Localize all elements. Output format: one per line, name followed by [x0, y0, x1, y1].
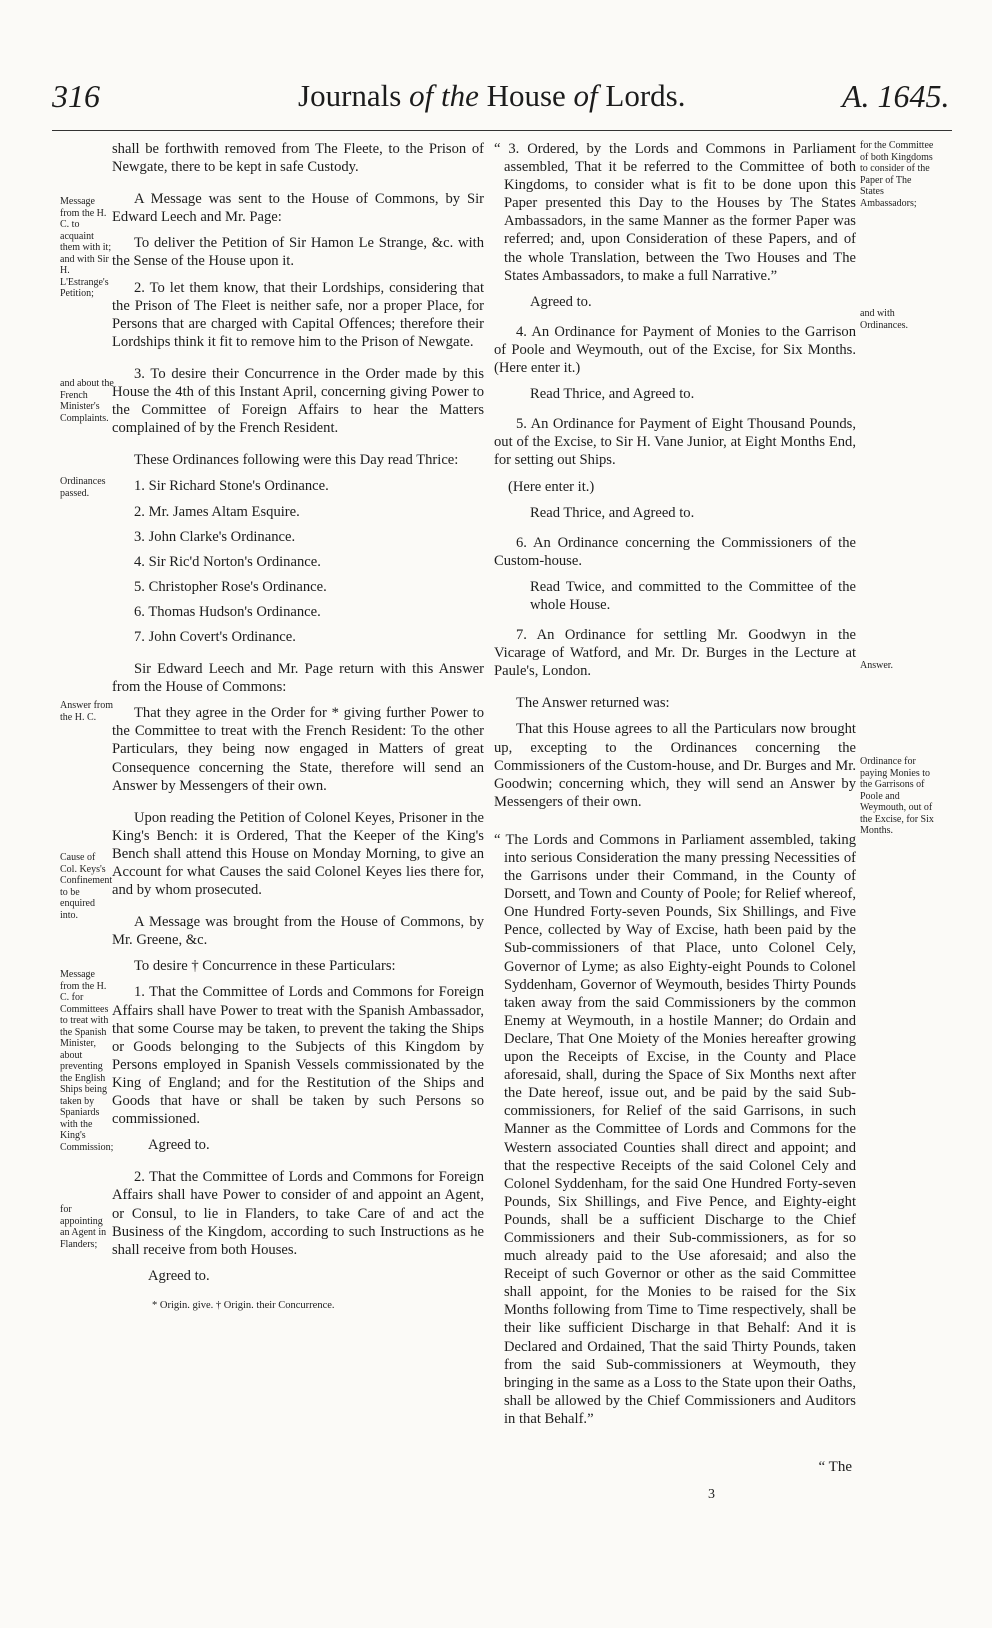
- list-item: 2. Mr. James Altam Esquire.: [134, 503, 300, 520]
- side-note-r3: Answer.: [860, 660, 894, 671]
- side-note-r2: and with Ordinances.: [860, 308, 909, 331]
- header-rule: [52, 130, 952, 131]
- year-label: A. 1645.: [842, 78, 950, 114]
- left-para-11: 1. That the Committee of Lords and Commons for Foreign Affairs shall have Power to treat with the Spanish Ambassador, that some Course may be taken, to prevent the taking the Ships or Goods belonging to the Subjects of this Kingdom by Persons employed in Spanish Vessels commissionated by the King of England; and for the Restitution of the Ships and Goods that have or shall be taken by such Persons so commissioned.: [112, 984, 484, 1128]
- right-para-3: 6. An Ordinance concerning the Commissioners of the Custom-house.: [494, 534, 856, 569]
- read-thrice: Read Thrice, and Agreed to.: [530, 386, 695, 403]
- right-para-0: “ 3. Ordered, by the Lords and Commons in Parliament assembled, That it be referred to the Committee of both Kingdoms, to consider what is fit to be done upon this Paper presented this Day to the Houses by The States Ambassadors, in the same Manner as the former Paper was referred; and, upon Consideration of these Papers, and of the whole Translation, between the Two Houses and The States Ambassadors, to make a full Narrative.”: [494, 141, 856, 284]
- left-para-8: Upon reading the Petition of Colonel Keyes, Prisoner in the King's Bench: it is Ordered, That the Keeper of the King's Bench shall attend this House on Monday Morning, to give an Account for what Causes the said Colonel Keyes lies there for, and by whom prosecuted.: [112, 809, 484, 899]
- side-note-l5: Cause of Col. Keys's Confinement to be enquired into.: [60, 852, 113, 921]
- agreed-to: Agreed to.: [148, 1137, 210, 1154]
- side-note-l2: and about the French Minister's Complaints.: [60, 378, 114, 424]
- left-para-7: That they agree in the Order for * giving further Power to the Committee to treat with the French Resident: To the other Particulars, they being now engaged in Matters of great Consequence concerning the State, therefore will send an Answer by Messengers of their own.: [112, 705, 484, 794]
- left-para-4: 3. To desire their Concurrence in the Order made by this House the 4th of this Instant April, concerning giving Power to the Committee of Foreign Affairs to hear the Matters complained of by the French Resident.: [112, 365, 484, 437]
- list-item: 6. Thomas Hudson's Ordinance.: [134, 603, 321, 620]
- ordinance-list: [112, 477, 484, 646]
- left-para-1: A Message was sent to the House of Commons, by Sir Edward Leech and Mr. Page:: [112, 191, 484, 226]
- left-para-0: shall be forthwith removed from The Fleete, to the Prison of Newgate, there to be kept in safe Custody.: [112, 141, 484, 176]
- side-note-l4: Answer from the H. C.: [60, 700, 114, 723]
- page-header: [0, 78, 992, 128]
- right-para-5: The Answer returned was:: [516, 695, 670, 712]
- list-item: 1. Sir Richard Stone's Ordinance.: [134, 478, 329, 495]
- footnote: * Origin. give. † Origin. their Concurrence.: [152, 1299, 335, 1311]
- right-para-2: 5. An Ordinance for Payment of Eight Thousand Pounds, out of the Excise, to Sir H. Vane Junior, at Eight Months End, for setting out Ships.: [494, 416, 856, 469]
- agreed-to: Agreed to.: [148, 1267, 210, 1284]
- read-twice: Read Twice, and committed to the Committee of the whole House.: [530, 578, 856, 613]
- right-para-7: “ The Lords and Commons in Parliament assembled, taking into serious Consideration the many pressing Necessities of the Garrisons under their Command, in the County of Dorsett, and Town and County of Poole; for Relief whereof, One Hundred Forty-seven Pounds, Six Shillings, and Five Pence, collected by Way of Excise, hath been paid by the Sub-commissioners of that Place, unto Colonel Cely, Governor of Lyme; as also Eighty-eight Pounds to Colonel Syddenham, Governor of Weymouth, besides Thirty Pounds taken away from the said Commissioners by the common Enemy at Weymouth, in a hostile Manner; do Ordain and Declare, That One Moiety of the Monies hereafter growing upon the Receipts of Excise, in the County and Place aforesaid, shall, during the Space of Six Months next after the Date hereof, issue out, and be paid by the said Sub-commissioners, for Relief of the said Garrisons, in such Manner as the Committee of Lords and Commons for the Western associated Counties shall direct and appoint; and that the respective Receipts of the said Colonel Cely and Colonel Syddenham, for the said One Hundred Forty-seven Pounds, Six Shillings, and Five Pence, and Eighty-eight Pounds, shall be a sufficient Discharge to the Chief Commissioners and their Sub-commissioners, as for so much already paid to the Use aforesaid; and also the Receipt of such Governor or other as the said Committee shall appoint, for the Monies to be raised for the Six Months following from Time to Time respectively, shall be their like sufficient Discharge in that Behalf: And it is Declared and Ordained, That the said Thirty Pounds, taken from the said Sub-commissioners at Weymouth, they bringing in the same as a Loss to the State upon their Oaths, shall be allowed by the Chief Commissioners and Auditors in that Behalf.”: [494, 831, 856, 1427]
- running-title: Journals of the House of Lords.: [298, 78, 686, 113]
- left-column: [112, 140, 484, 1315]
- left-para-3: 2. To let them know, that their Lordships, considering that the Prison of The Fleet is neither safe, nor a proper Place, for Persons that are charged with Capital Offences; therefore their Lordships think it fit to remove him to the Prison of Newgate.: [112, 279, 484, 350]
- list-item: 7. John Covert's Ordinance.: [134, 628, 296, 645]
- side-note-r4: Ordinance for paying Monies to the Garrisons of Poole and Weymouth, out of the Excise, for Six Months.: [860, 756, 934, 836]
- right-column: [494, 140, 856, 1436]
- side-note-r1: for the Committee of both Kingdoms to consider of the Paper of The States Ambassadors;: [860, 140, 934, 209]
- list-item: 5. Christopher Rose's Ordinance.: [134, 578, 327, 595]
- left-para-2: To deliver the Petition of Sir Hamon Le Strange, &c. with the Sense of the House upon it.: [112, 235, 484, 270]
- right-para-6: That this House agrees to all the Particulars now brought up, excepting to the Ordinances concerning the Commissioners of the Custom-house, and Dr. Burges and Mr. Goodwin; concerning which, they will send an Answer by Messengers of their own.: [494, 721, 856, 810]
- read-thrice: Read Thrice, and Agreed to.: [530, 504, 695, 521]
- catchword: “ The: [818, 1459, 852, 1475]
- page-number: 316: [52, 78, 100, 114]
- right-para-1: 4. An Ordinance for Payment of Monies to the Garrison of Poole and Weymouth, out of the Excise, for Six Months. (Here enter it.): [494, 323, 856, 377]
- side-note-l6: Message from the H. C. for Committees to treat with the Spanish Minister, about preventing the English Ships being taken by Spaniards with the King's Commission;: [60, 969, 114, 1153]
- agreed-to: Agreed to.: [530, 293, 592, 310]
- left-para-9: A Message was brought from the House of Commons, by Mr. Greene, &c.: [112, 914, 484, 949]
- side-note-l7: for appointing an Agent in Flanders;: [60, 1204, 107, 1250]
- side-note-l3: Ordinances passed.: [60, 476, 106, 499]
- side-note-l1: Message from the H. C. to acquaint them with it; and with Sir H. L'Estrange's Petition;: [60, 196, 112, 299]
- left-para-12: 2. That the Committee of Lords and Commons for Foreign Affairs shall have Power to consider of and appoint an Agent, or Consul, to lie in Flanders, to take Care of and act the Business of the Kingdom, according to such Instructions as he shall receive from both Houses.: [112, 1169, 484, 1258]
- left-para-6: Sir Edward Leech and Mr. Page return with this Answer from the House of Commons:: [112, 661, 484, 696]
- right-para-4: 7. An Ordinance for settling Mr. Goodwyn in the Vicarage of Watford, and Mr. Dr. Burges in the Lecture at Paule's, London.: [494, 627, 856, 680]
- left-para-10: To desire † Concurrence in these Particulars:: [134, 958, 396, 975]
- left-para-5: These Ordinances following were this Day read Thrice:: [134, 452, 459, 469]
- signature-mark: 3: [708, 1487, 715, 1502]
- here-enter: (Here enter it.): [508, 478, 595, 495]
- list-item: 4. Sir Ric'd Norton's Ordinance.: [134, 553, 321, 570]
- list-item: 3. John Clarke's Ordinance.: [134, 528, 296, 545]
